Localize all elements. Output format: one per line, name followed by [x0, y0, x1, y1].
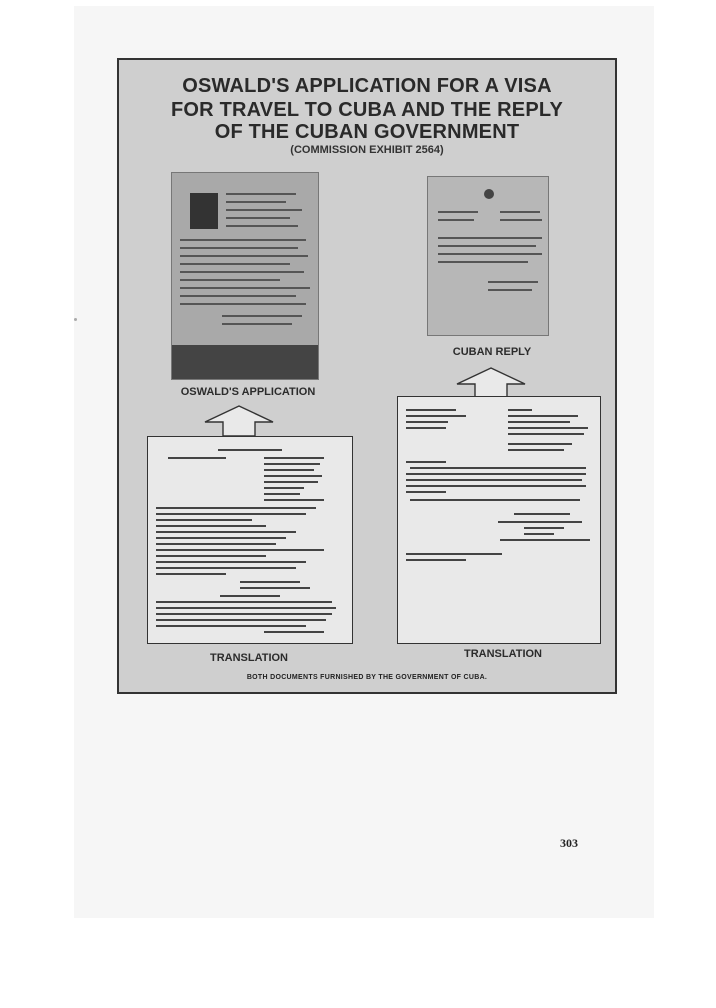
- application-translation-text-lines: [154, 443, 346, 637]
- figure-subtitle: (COMMISSION EXHIBIT 2564): [290, 144, 444, 156]
- reply-translation-box: [397, 396, 601, 644]
- exhibit-figure: [117, 58, 617, 694]
- up-arrow-right: [455, 366, 527, 400]
- application-label: OSWALD'S APPLICATION: [180, 386, 316, 398]
- page-number: 303: [560, 836, 578, 850]
- applicant-photo: [190, 193, 218, 229]
- reply-label: CUBAN REPLY: [452, 346, 532, 358]
- application-document-image: [171, 172, 319, 380]
- figure-title-line-1: OSWALD'S APPLICATION FOR A VISA: [182, 75, 552, 97]
- application-translation-box: [147, 436, 353, 644]
- reply-document-image: [427, 176, 549, 336]
- figure-title-line-2: FOR TRAVEL TO CUBA AND THE REPLY: [171, 99, 563, 121]
- reply-translation-label: TRANSLATION: [463, 648, 542, 660]
- up-arrow-left: [203, 404, 275, 438]
- application-translation-label: TRANSLATION: [209, 652, 288, 664]
- figure-title-line-3: OF THE CUBAN GOVERNMENT: [214, 121, 520, 143]
- figure-footer: BOTH DOCUMENTS FURNISHED BY THE GOVERNMENT OF CUBA.: [246, 674, 488, 681]
- speck: [74, 318, 77, 321]
- reply-translation-text-lines: [404, 403, 594, 637]
